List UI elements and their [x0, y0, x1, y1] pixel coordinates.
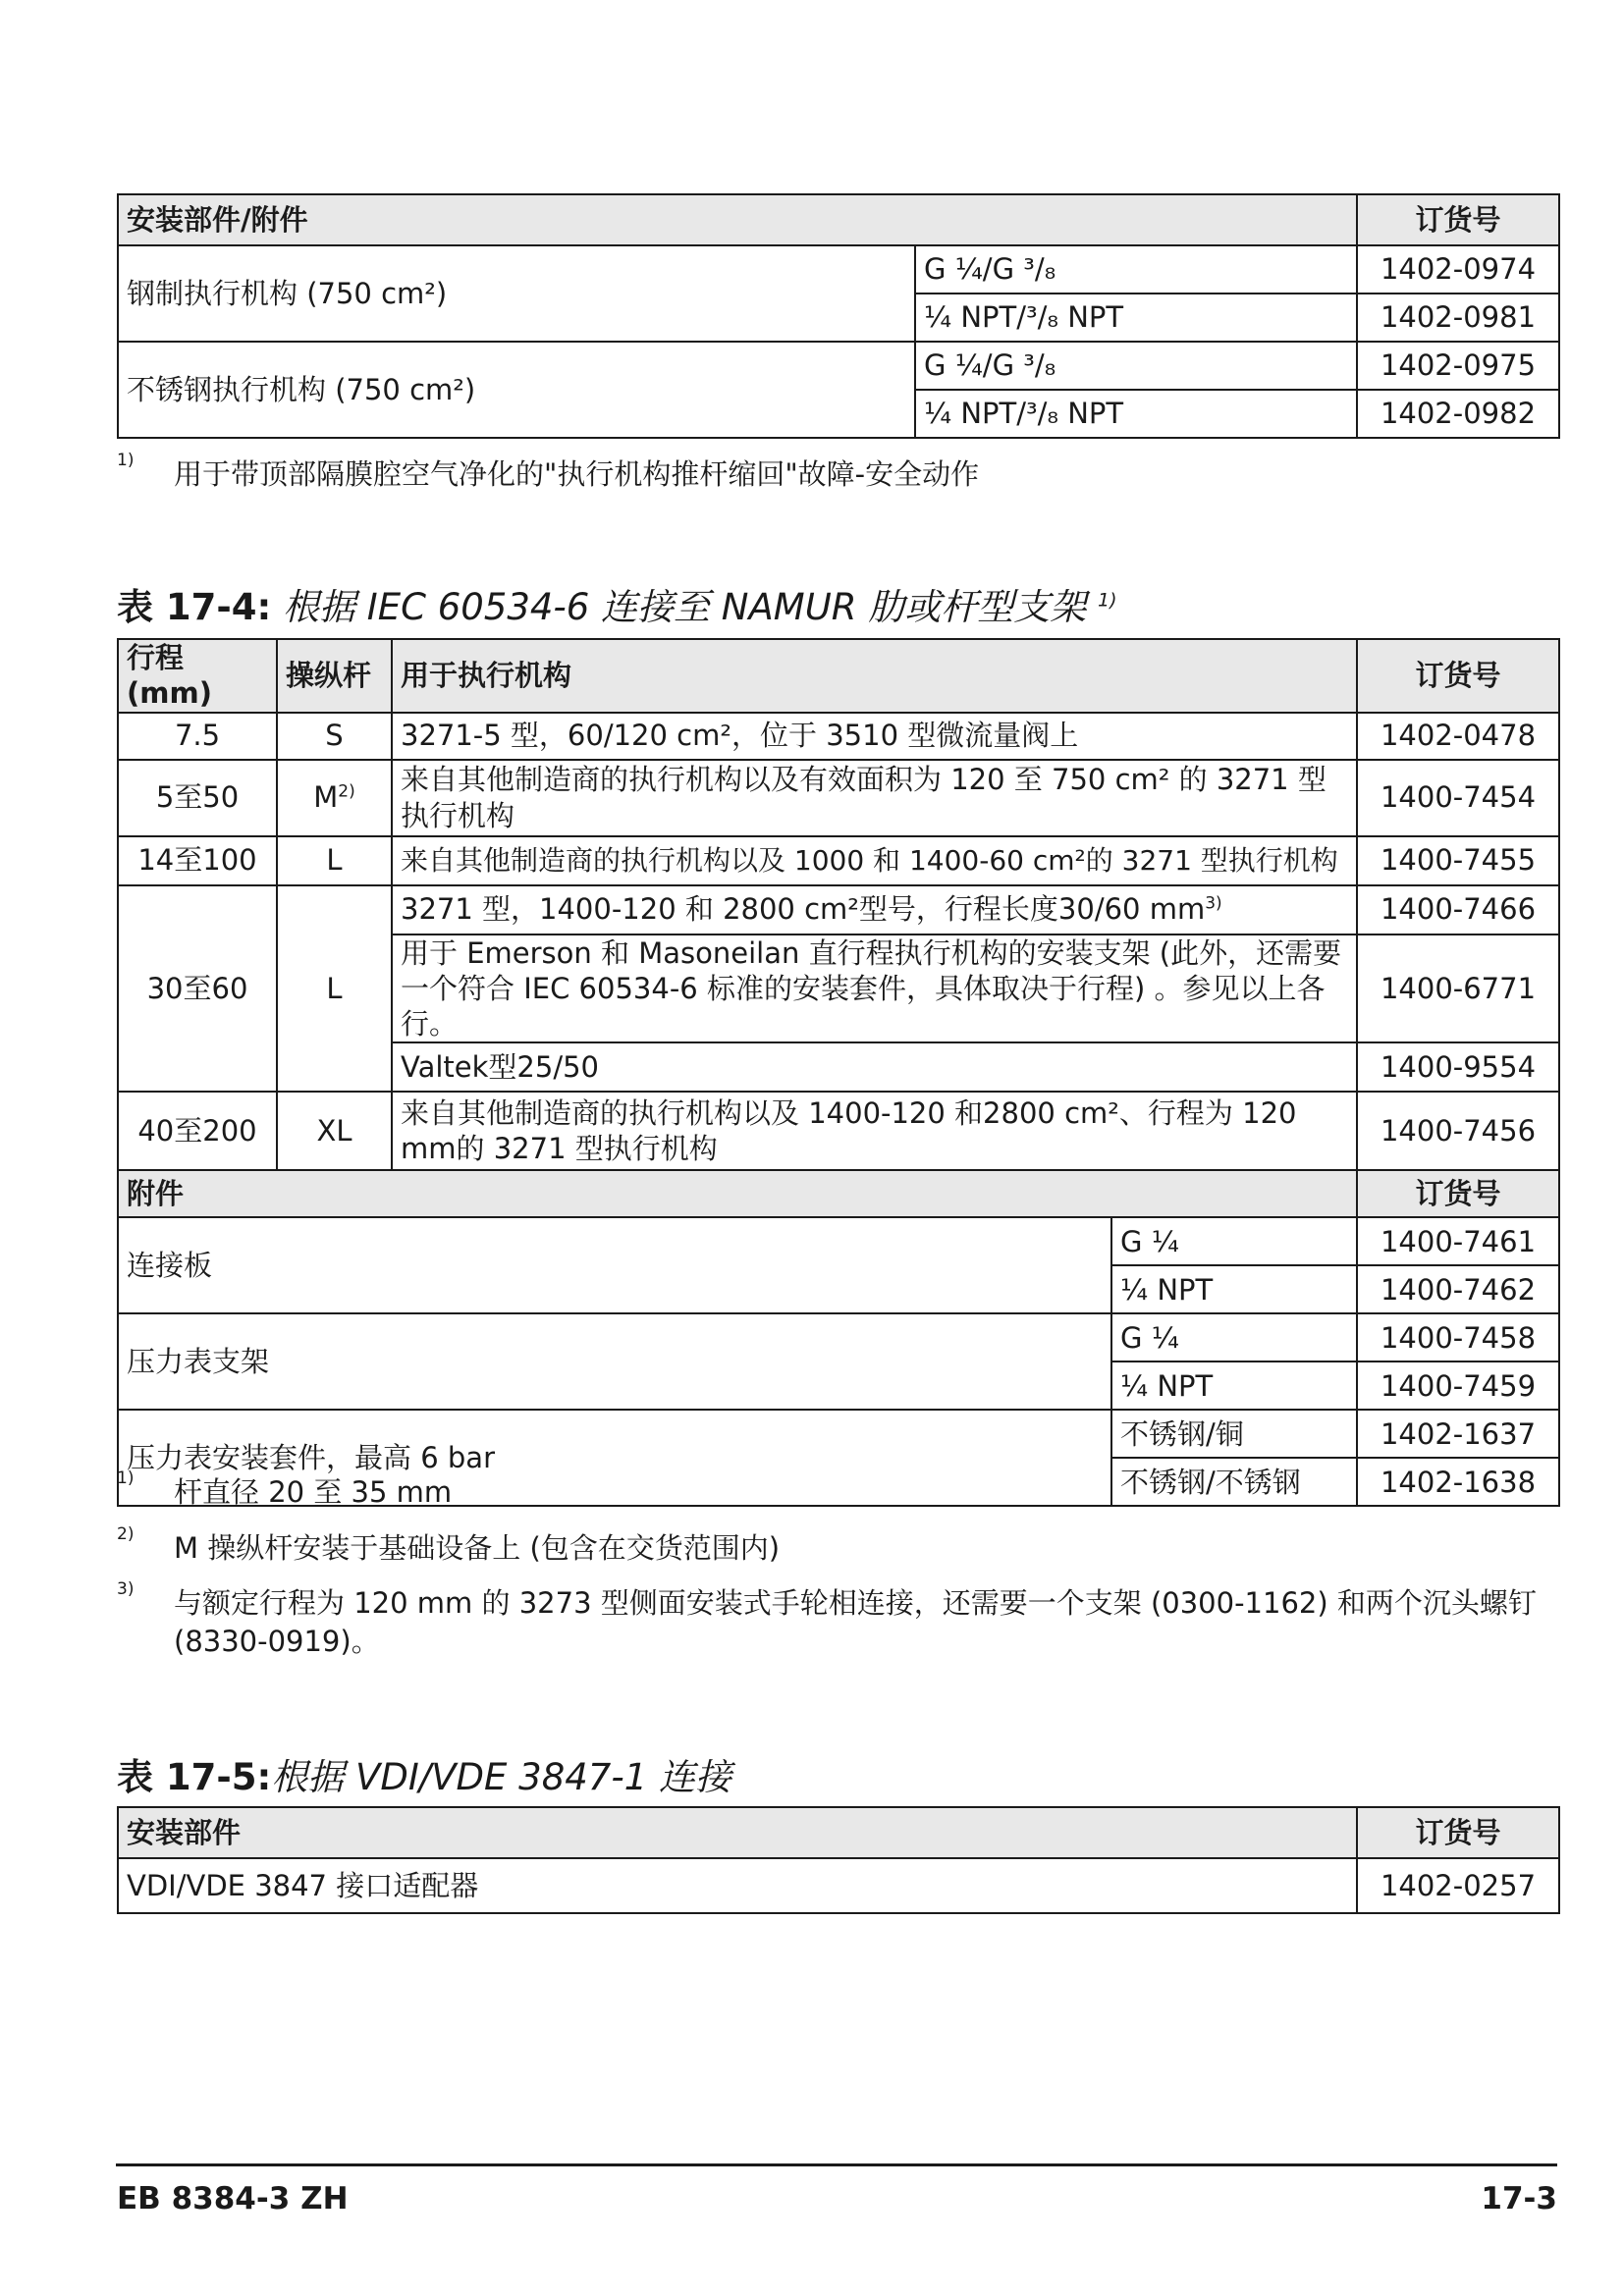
header-order-no: 订货号	[1357, 194, 1559, 245]
desc-footnote-mark: 3)	[1205, 893, 1222, 914]
actuator-desc: 用于 Emerson 和 Masoneilan 直行程执行机构的安装支架 (此外，还需要一个符合 IEC 60534-6 标准的安装套件，具体取决于行程) 。参见以上各行。	[392, 934, 1357, 1043]
order-number: 1400-7454	[1357, 760, 1559, 836]
caption-number: 表 17-5:	[117, 1756, 272, 1798]
order-number: 1400-7466	[1357, 885, 1559, 934]
table-row	[118, 836, 1559, 885]
connection: ¼ NPT	[1111, 1265, 1357, 1313]
header-order-no: 订货号	[1357, 1170, 1559, 1217]
accessory-label: 压力表安装套件，最高 6 bar	[118, 1410, 1111, 1506]
travel: 40至200	[118, 1092, 277, 1170]
travel: 5至50	[118, 760, 277, 836]
namur-bracket-table	[117, 638, 1560, 1507]
order-number: 1402-1638	[1357, 1458, 1559, 1506]
caption-footnote-mark: 1)	[1098, 589, 1117, 612]
order-number: 1402-0257	[1357, 1858, 1559, 1913]
lever: L	[277, 885, 392, 1093]
table-row	[118, 1858, 1559, 1913]
order-number: 1400-7459	[1357, 1362, 1559, 1410]
footnote-mark: 1)	[117, 451, 135, 470]
header-parts: 安装部件	[118, 1807, 1357, 1858]
connection: ¼ NPT/³/₈ NPT	[915, 294, 1357, 342]
actuator-desc: 来自其他制造商的执行机构以及有效面积为 120 至 750 cm² 的 3271 型执行机构	[392, 760, 1357, 836]
order-number: 1400-7456	[1357, 1092, 1559, 1170]
accessories-header-row	[118, 1170, 1559, 1217]
order-number: 1402-0974	[1357, 245, 1559, 294]
mounting-parts-table	[117, 193, 1560, 439]
actuator-desc: Valtek型25/50	[392, 1042, 1357, 1092]
header-accessories: 附件	[118, 1170, 1357, 1217]
footnote-mark: 3)	[117, 1579, 135, 1599]
row-label: 钢制执行机构 (750 cm²)	[118, 245, 915, 342]
footnote-text: 与额定行程为 120 mm 的 3273 型侧面安装式手轮相连接，还需要一个支架 (0300-1162) 和两个沉头螺钉 (8330-0919)。	[174, 1586, 1537, 1659]
connection: 不锈钢/铜	[1111, 1410, 1357, 1458]
table-row	[118, 1217, 1559, 1265]
actuator-desc	[392, 885, 1357, 934]
table-row	[118, 342, 1559, 390]
lever-footnote-mark: 2)	[338, 781, 355, 802]
order-number: 1400-7455	[1357, 836, 1559, 885]
connection: ¼ NPT	[1111, 1362, 1357, 1410]
actuator-desc: 来自其他制造商的执行机构以及 1400-120 和2800 cm²、行程为 120 mm的 3271 型执行机构	[392, 1092, 1357, 1170]
accessory-label: 压力表支架	[118, 1313, 1111, 1410]
order-number: 1402-0478	[1357, 713, 1559, 760]
order-number: 1400-7461	[1357, 1217, 1559, 1265]
table-caption	[117, 577, 1117, 630]
footnote-mark: 1)	[117, 1468, 135, 1488]
travel: 14至100	[118, 836, 277, 885]
order-number: 1402-0982	[1357, 390, 1559, 438]
caption-number: 表 17-4:	[117, 586, 272, 628]
header-lever: 操纵杆	[277, 639, 392, 713]
accessory-label: 连接板	[118, 1217, 1111, 1313]
lever-value: M	[313, 780, 339, 815]
connection: G ¼/G ³/₈	[915, 245, 1357, 294]
footer-divider	[116, 2163, 1557, 2166]
order-number: 1400-7462	[1357, 1265, 1559, 1313]
lever: XL	[277, 1092, 392, 1170]
table-header-row	[118, 639, 1559, 713]
header-order-no: 订货号	[1357, 639, 1559, 713]
order-number: 1402-0981	[1357, 294, 1559, 342]
connection: 不锈钢/不锈钢	[1111, 1458, 1357, 1506]
footnote-text: 杆直径 20 至 35 mm	[174, 1475, 453, 1509]
actuator-desc-text: 3271 型，1400-120 和 2800 cm²型号，行程长度30/60 mm	[401, 892, 1206, 927]
caption-text: 根据 VDI/VDE 3847-1 连接	[271, 1756, 731, 1798]
travel: 30至60	[118, 885, 277, 1093]
actuator-desc: 来自其他制造商的执行机构以及 1000 和 1400-60 cm²的 3271 型执行机构	[392, 836, 1357, 885]
connection: G ¼	[1111, 1217, 1357, 1265]
vdi-vde-table	[117, 1806, 1560, 1914]
caption-text: 根据 IEC 60534-6 连接至 NAMUR 肋或杆型支架	[283, 586, 1087, 628]
table-row	[118, 1410, 1559, 1458]
footnote-text: 用于带顶部隔膜腔空气净化的"执行机构推杆缩回"故障-安全动作	[174, 457, 980, 491]
header-travel: 行程(mm)	[118, 639, 277, 713]
table-row	[118, 760, 1559, 836]
connection: ¼ NPT/³/₈ NPT	[915, 390, 1357, 438]
row-label: 不锈钢执行机构 (750 cm²)	[118, 342, 915, 438]
table-row	[118, 245, 1559, 294]
header-parts: 安装部件/附件	[118, 194, 1357, 245]
connection: G ¼	[1111, 1313, 1357, 1362]
connection: G ¼/G ³/₈	[915, 342, 1357, 390]
header-order-no: 订货号	[1357, 1807, 1559, 1858]
document-code: EB 8384-3 ZH	[117, 2181, 349, 2216]
table-header-row	[118, 1807, 1559, 1858]
header-actuator: 用于执行机构	[392, 639, 1357, 713]
order-number: 1402-0975	[1357, 342, 1559, 390]
travel: 7.5	[118, 713, 277, 760]
lever: L	[277, 836, 392, 885]
actuator-desc: 3271-5 型，60/120 cm²，位于 3510 型微流量阀上	[392, 713, 1357, 760]
table-row	[118, 885, 1559, 934]
order-number: 1400-7458	[1357, 1313, 1559, 1362]
table-caption	[117, 1747, 731, 1800]
footnote-text: M 操纵杆安装于基础设备上 (包含在交货范围内)	[174, 1531, 781, 1565]
table-row	[118, 1313, 1559, 1362]
lever: S	[277, 713, 392, 760]
table-row	[118, 713, 1559, 760]
part-label: VDI/VDE 3847 接口适配器	[118, 1858, 1357, 1913]
table-row	[118, 1092, 1559, 1170]
order-number: 1402-1637	[1357, 1410, 1559, 1458]
order-number: 1400-6771	[1357, 934, 1559, 1043]
order-number: 1400-9554	[1357, 1042, 1559, 1092]
table-header-row	[118, 194, 1559, 245]
page-number: 17-3	[1481, 2181, 1557, 2216]
lever	[277, 760, 392, 836]
footnote-mark: 2)	[117, 1524, 135, 1544]
